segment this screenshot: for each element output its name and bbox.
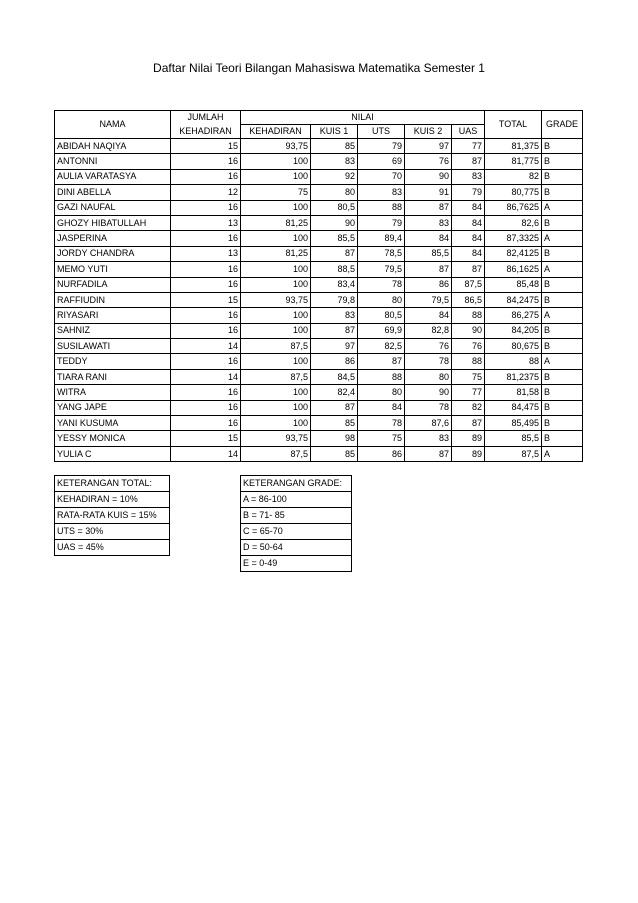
cell-kuis2: 83 (405, 431, 452, 446)
cell-grade: B (542, 400, 583, 415)
cell-jumlah-kehadiran: 16 (171, 200, 241, 215)
cell-kehadiran: 87,5 (241, 446, 311, 461)
table-row (55, 154, 583, 169)
cell-kuis1: 84,5 (311, 369, 358, 384)
cell-uas: 79 (452, 185, 485, 200)
cell-uas: 87,5 (452, 277, 485, 292)
cell-nama: WITRA (55, 385, 171, 400)
cell-uts: 79,5 (358, 262, 405, 277)
cell-kehadiran: 100 (241, 416, 311, 431)
table-body (55, 139, 583, 462)
cell-nama: RIYASARI (55, 308, 171, 323)
table-row (55, 169, 583, 184)
legend-grade-item: E = 0-49 (241, 556, 352, 572)
cell-grade: B (542, 385, 583, 400)
cell-uas: 87 (452, 262, 485, 277)
cell-kehadiran: 87,5 (241, 339, 311, 354)
cell-uts: 69,9 (358, 323, 405, 338)
cell-nama: YULIA C (55, 446, 171, 461)
cell-grade: B (542, 431, 583, 446)
cell-grade: B (542, 277, 583, 292)
cell-nama: YESSY MONICA (55, 431, 171, 446)
cell-nama: YANG JAPE (55, 400, 171, 415)
cell-kehadiran: 81,25 (241, 215, 311, 230)
cell-uas: 84 (452, 215, 485, 230)
cell-kehadiran: 100 (241, 323, 311, 338)
cell-kuis2: 87 (405, 262, 452, 277)
cell-uas: 87 (452, 416, 485, 431)
cell-jumlah-kehadiran: 14 (171, 339, 241, 354)
cell-nama: AULIA VARATASYA (55, 169, 171, 184)
cell-kehadiran: 100 (241, 169, 311, 184)
cell-total: 84,205 (485, 323, 542, 338)
cell-grade: B (542, 139, 583, 154)
cell-kuis1: 85 (311, 416, 358, 431)
cell-total: 87,5 (485, 446, 542, 461)
cell-kehadiran: 100 (241, 200, 311, 215)
cell-jumlah-kehadiran: 16 (171, 323, 241, 338)
cell-kuis2: 80 (405, 369, 452, 384)
header-jumlah-line2: KEHADIRAN (171, 125, 241, 139)
cell-kehadiran: 100 (241, 354, 311, 369)
cell-kuis2: 87 (405, 200, 452, 215)
cell-grade: B (542, 215, 583, 230)
cell-kehadiran: 100 (241, 262, 311, 277)
cell-uas: 89 (452, 446, 485, 461)
cell-jumlah-kehadiran: 16 (171, 400, 241, 415)
cell-kuis1: 83,4 (311, 277, 358, 292)
legend-grade-item: A = 86-100 (241, 492, 352, 508)
cell-grade: B (542, 169, 583, 184)
cell-total: 85,495 (485, 416, 542, 431)
legend-total-item: UTS = 30% (55, 524, 170, 540)
table-row (55, 308, 583, 323)
cell-uas: 84 (452, 200, 485, 215)
cell-kehadiran: 93,75 (241, 292, 311, 307)
cell-jumlah-kehadiran: 15 (171, 139, 241, 154)
cell-nama: ABIDAH NAQIYA (55, 139, 171, 154)
table-row (55, 262, 583, 277)
legend-grade-item: B = 71- 85 (241, 508, 352, 524)
legend-total-item: RATA-RATA KUIS = 15% (55, 508, 170, 524)
table-row (55, 446, 583, 461)
cell-uas: 77 (452, 139, 485, 154)
cell-jumlah-kehadiran: 15 (171, 292, 241, 307)
cell-uas: 86,5 (452, 292, 485, 307)
cell-grade: A (542, 231, 583, 246)
cell-kehadiran: 100 (241, 154, 311, 169)
cell-uas: 88 (452, 308, 485, 323)
cell-kuis2: 79,5 (405, 292, 452, 307)
cell-grade: B (542, 416, 583, 431)
cell-kuis2: 84 (405, 231, 452, 246)
header-row-1 (55, 111, 583, 125)
cell-kuis1: 90 (311, 215, 358, 230)
cell-grade: B (542, 369, 583, 384)
cell-kehadiran: 93,75 (241, 431, 311, 446)
cell-kehadiran: 100 (241, 400, 311, 415)
table-row (55, 200, 583, 215)
cell-grade: B (542, 185, 583, 200)
legend-grade-row (241, 492, 352, 508)
cell-uas: 82 (452, 400, 485, 415)
cell-kuis2: 78 (405, 400, 452, 415)
cell-nama: JASPERINA (55, 231, 171, 246)
cell-nama: MEMO YUTI (55, 262, 171, 277)
cell-uts: 69 (358, 154, 405, 169)
cell-grade: A (542, 308, 583, 323)
cell-total: 84,2475 (485, 292, 542, 307)
cell-total: 85,5 (485, 431, 542, 446)
cell-kuis1: 83 (311, 154, 358, 169)
table-row (55, 416, 583, 431)
cell-kuis2: 91 (405, 185, 452, 200)
cell-uts: 79 (358, 139, 405, 154)
header-grade: GRADE (542, 111, 583, 139)
legend-total-title: KETERANGAN TOTAL: (55, 476, 170, 492)
header-kuis2: KUIS 2 (405, 125, 452, 139)
cell-uts: 88 (358, 369, 405, 384)
cell-nama: DINI ABELLA (55, 185, 171, 200)
cell-kehadiran: 75 (241, 185, 311, 200)
cell-kehadiran: 100 (241, 385, 311, 400)
cell-uts: 80 (358, 385, 405, 400)
table-row (55, 185, 583, 200)
cell-kehadiran: 100 (241, 231, 311, 246)
cell-nama: TIARA RANI (55, 369, 171, 384)
cell-uas: 87 (452, 154, 485, 169)
legend-total-row (55, 524, 170, 540)
cell-jumlah-kehadiran: 16 (171, 385, 241, 400)
cell-kuis2: 76 (405, 154, 452, 169)
cell-kuis2: 97 (405, 139, 452, 154)
cell-kehadiran: 87,5 (241, 369, 311, 384)
table-row (55, 323, 583, 338)
cell-kuis1: 85,5 (311, 231, 358, 246)
cell-uts: 78 (358, 416, 405, 431)
cell-total: 81,775 (485, 154, 542, 169)
cell-kuis1: 98 (311, 431, 358, 446)
legend-total-row (55, 508, 170, 524)
cell-total: 86,7625 (485, 200, 542, 215)
cell-grade: B (542, 246, 583, 261)
cell-kuis1: 85 (311, 139, 358, 154)
legend-grade-item: C = 65-70 (241, 524, 352, 540)
cell-total: 82,6 (485, 215, 542, 230)
legend-grade-item: D = 50-64 (241, 540, 352, 556)
cell-total: 82 (485, 169, 542, 184)
table-row (55, 292, 583, 307)
cell-total: 82,4125 (485, 246, 542, 261)
cell-nama: TEDDY (55, 354, 171, 369)
page-title: Daftar Nilai Teori Bilangan Mahasiswa Matematika Semester 1 (153, 61, 485, 75)
cell-uas: 76 (452, 339, 485, 354)
header-total: TOTAL (485, 111, 542, 139)
table-row (55, 246, 583, 261)
cell-jumlah-kehadiran: 16 (171, 169, 241, 184)
cell-jumlah-kehadiran: 16 (171, 262, 241, 277)
cell-grade: B (542, 292, 583, 307)
legend-grade-row (241, 540, 352, 556)
cell-kuis2: 90 (405, 385, 452, 400)
cell-uas: 84 (452, 246, 485, 261)
cell-grade: B (542, 323, 583, 338)
cell-kuis1: 79,8 (311, 292, 358, 307)
cell-kuis1: 92 (311, 169, 358, 184)
cell-grade: B (542, 339, 583, 354)
cell-total: 81,2375 (485, 369, 542, 384)
legend-grade-table (240, 475, 352, 572)
cell-kuis1: 82,4 (311, 385, 358, 400)
cell-uas: 88 (452, 354, 485, 369)
cell-uts: 87 (358, 354, 405, 369)
cell-nama: SAHNIZ (55, 323, 171, 338)
cell-grade: A (542, 354, 583, 369)
cell-uts: 83 (358, 185, 405, 200)
cell-total: 86,275 (485, 308, 542, 323)
cell-kehadiran: 81,25 (241, 246, 311, 261)
header-jumlah-line1: JUMLAH (171, 111, 241, 125)
cell-jumlah-kehadiran: 16 (171, 154, 241, 169)
cell-uas: 89 (452, 431, 485, 446)
legend-grade-row (241, 556, 352, 572)
cell-kehadiran: 93,75 (241, 139, 311, 154)
cell-kuis1: 87 (311, 323, 358, 338)
cell-kuis2: 86 (405, 277, 452, 292)
table-row (55, 369, 583, 384)
cell-total: 80,675 (485, 339, 542, 354)
cell-total: 81,375 (485, 139, 542, 154)
cell-kehadiran: 100 (241, 277, 311, 292)
header-uas: UAS (452, 125, 485, 139)
cell-kehadiran: 100 (241, 308, 311, 323)
legend-total-title-row (55, 476, 170, 492)
cell-kuis2: 87,6 (405, 416, 452, 431)
cell-grade: A (542, 262, 583, 277)
cell-jumlah-kehadiran: 16 (171, 308, 241, 323)
header-kuis1: KUIS 1 (311, 125, 358, 139)
cell-nama: ANTONNI (55, 154, 171, 169)
cell-kuis1: 87 (311, 246, 358, 261)
cell-jumlah-kehadiran: 16 (171, 231, 241, 246)
cell-nama: JORDY CHANDRA (55, 246, 171, 261)
legend-grade-title-row (241, 476, 352, 492)
cell-uts: 78,5 (358, 246, 405, 261)
cell-jumlah-kehadiran: 14 (171, 446, 241, 461)
cell-uts: 84 (358, 400, 405, 415)
header-nilai: NILAI (241, 111, 485, 125)
legend-total-table (54, 475, 170, 556)
cell-jumlah-kehadiran: 13 (171, 246, 241, 261)
cell-kuis1: 97 (311, 339, 358, 354)
cell-nama: YANI KUSUMA (55, 416, 171, 431)
cell-uts: 88 (358, 200, 405, 215)
grades-table (54, 110, 583, 462)
cell-jumlah-kehadiran: 15 (171, 431, 241, 446)
cell-uts: 80 (358, 292, 405, 307)
cell-jumlah-kehadiran: 13 (171, 215, 241, 230)
cell-total: 85,48 (485, 277, 542, 292)
cell-uas: 83 (452, 169, 485, 184)
legend-total-row (55, 492, 170, 508)
cell-uts: 86 (358, 446, 405, 461)
table-row (55, 277, 583, 292)
cell-kuis1: 80,5 (311, 200, 358, 215)
cell-grade: A (542, 200, 583, 215)
cell-kuis2: 90 (405, 169, 452, 184)
legend-total-item: UAS = 45% (55, 540, 170, 556)
cell-jumlah-kehadiran: 14 (171, 369, 241, 384)
cell-uts: 89,4 (358, 231, 405, 246)
cell-uas: 75 (452, 369, 485, 384)
cell-total: 87,3325 (485, 231, 542, 246)
cell-total: 80,775 (485, 185, 542, 200)
legend-total-item: KEHADIRAN = 10% (55, 492, 170, 508)
table-row (55, 385, 583, 400)
cell-uts: 79 (358, 215, 405, 230)
table-row (55, 400, 583, 415)
cell-uas: 84 (452, 231, 485, 246)
cell-kuis2: 87 (405, 446, 452, 461)
cell-uts: 80,5 (358, 308, 405, 323)
table-row (55, 231, 583, 246)
cell-kuis2: 83 (405, 215, 452, 230)
legend-total-row (55, 540, 170, 556)
cell-total: 88 (485, 354, 542, 369)
cell-nama: GHOZY HIBATULLAH (55, 215, 171, 230)
table-row (55, 215, 583, 230)
cell-jumlah-kehadiran: 12 (171, 185, 241, 200)
cell-jumlah-kehadiran: 16 (171, 354, 241, 369)
header-nama: NAMA (55, 111, 171, 139)
cell-total: 86,1625 (485, 262, 542, 277)
cell-kuis2: 76 (405, 339, 452, 354)
cell-kuis1: 86 (311, 354, 358, 369)
table-row (55, 339, 583, 354)
table-row (55, 139, 583, 154)
cell-jumlah-kehadiran: 16 (171, 416, 241, 431)
header-kehadiran: KEHADIRAN (241, 125, 311, 139)
header-uts: UTS (358, 125, 405, 139)
cell-nama: NURFADILA (55, 277, 171, 292)
cell-kuis1: 88,5 (311, 262, 358, 277)
cell-kuis1: 87 (311, 400, 358, 415)
cell-kuis1: 80 (311, 185, 358, 200)
cell-jumlah-kehadiran: 16 (171, 277, 241, 292)
cell-kuis2: 85,5 (405, 246, 452, 261)
cell-kuis2: 84 (405, 308, 452, 323)
cell-nama: SUSILAWATI (55, 339, 171, 354)
cell-uas: 90 (452, 323, 485, 338)
cell-kuis2: 82,8 (405, 323, 452, 338)
cell-nama: RAFFIUDIN (55, 292, 171, 307)
cell-total: 84,475 (485, 400, 542, 415)
cell-uts: 78 (358, 277, 405, 292)
table-row (55, 354, 583, 369)
cell-uts: 82,5 (358, 339, 405, 354)
legend-grade-row (241, 524, 352, 540)
cell-kuis1: 83 (311, 308, 358, 323)
cell-kuis1: 85 (311, 446, 358, 461)
cell-uts: 75 (358, 431, 405, 446)
cell-uts: 70 (358, 169, 405, 184)
cell-grade: B (542, 154, 583, 169)
legend-grade-title: KETERANGAN GRADE: (241, 476, 352, 492)
cell-grade: A (542, 446, 583, 461)
cell-uas: 77 (452, 385, 485, 400)
table-row (55, 431, 583, 446)
cell-total: 81,58 (485, 385, 542, 400)
cell-kuis2: 78 (405, 354, 452, 369)
legend-grade-row (241, 508, 352, 524)
cell-nama: GAZI NAUFAL (55, 200, 171, 215)
